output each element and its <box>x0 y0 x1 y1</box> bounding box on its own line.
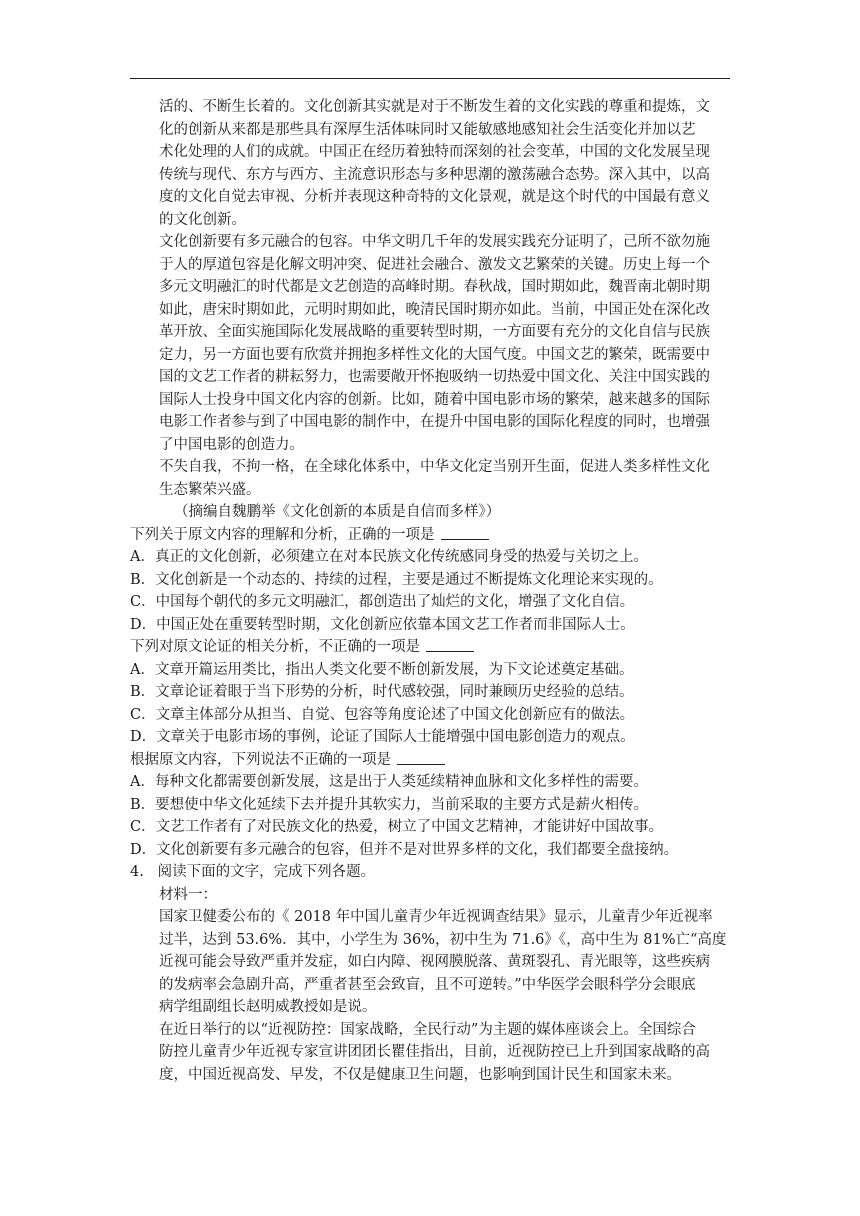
passage-line: 国际人士投身中国文化内容的创新。比如，随着中国电影市场的繁荣，越来越多的国际 <box>159 391 710 408</box>
header-rule <box>130 78 730 79</box>
option-b: B．文章论证着眼于当下形势的分析，时代感较强，同时兼顾历史经验的总结。 <box>130 684 634 700</box>
option-c: C．文章主体部分从担当、自觉、包容等角度论述了中国文化创新应有的做法。 <box>130 706 635 723</box>
material-line: 病学组副组长赵明威教授如是说。 <box>159 999 377 1015</box>
option-a: A．真正的文化创新，必须建立在对本民族文化传统感同身受的热爱与关切之上。 <box>130 549 648 565</box>
question-stem <box>130 636 474 659</box>
section-heading <box>130 861 375 884</box>
passage-line: 术化处理的人们的成就。中国正在经历着独特而深刻的社会变革，中国的文化发展呈现 <box>159 144 710 160</box>
passage-line: 活的、不断生长着的。文化创新其实就是对于不断发生着的文化实践的尊重和提炼，文 <box>159 99 710 115</box>
citation: （摘编自魏鹏举《文化创新的本质是自信而多样》） <box>174 504 501 520</box>
material-line: 在近日举行的以“近视防控：国家战略，全民行动”为主题的媒体座谈会上。全国综合 <box>159 1021 696 1038</box>
option-b: B．要想使中华文化延续下去并提升其软实力，当前采取的主要方式是薪火相传。 <box>130 796 649 813</box>
material-line: 国家卫健委公布的《 2018 年中国儿童青少年近视调查结果》显示，儿童青少年近视率 <box>159 909 713 925</box>
question-stem-text: 下列关于原文内容的理解和分析，正确的一项是 <box>130 526 435 543</box>
material-line: 度，中国近视高发、早发，不仅是健康卫生问题，也影响到国计民生和国家未来。 <box>159 1066 681 1083</box>
material-line: 近视可能会导致严重并发症，如白内障、视网膜脱落、黄斑裂孔、青光眼等，这些疾病 <box>159 954 710 970</box>
passage-line: 度的文化自觉去审视、分析并表现这种奇特的文化景观，就是这个时代的中国最有意义 <box>159 189 710 205</box>
passage-line: 了中国电影的创造力。 <box>159 436 304 453</box>
answer-blank[interactable] <box>397 749 445 765</box>
passage-line: 生态繁荣兴盛。 <box>159 481 261 498</box>
option-d: D．文章关于电影市场的事例，论证了国际人士能增强中国电影创造力的观点。 <box>130 729 635 745</box>
question-stem-text: 下列对原文论证的相关分析，不正确的一项是 <box>130 639 420 655</box>
question-stem <box>130 749 445 772</box>
section-heading-text: 阅读下面的文字，完成下列各题。 <box>157 864 376 880</box>
option-a: A．文章开篇运用类比，指出人类文化要不断创新发展，为下文论述奠定基础。 <box>130 661 634 678</box>
passage-line: 于人的厚道包容是化解文明冲突、促进社会融合、激发文艺繁荣的关键。历史上每一个 <box>159 256 710 273</box>
passage-line: 传统与现代、东方与西方、主流意识形态与多种思潮的激荡融合态势。深入其中，以高 <box>159 166 710 183</box>
passage-line: 电影工作者参与到了中国电影的制作中，在提升中国电影的国际化程度的同时，也增强 <box>159 414 710 430</box>
answer-blank[interactable] <box>441 524 489 540</box>
passage-line: 的文化创新。 <box>159 211 246 228</box>
option-d: D．中国正处在重要转型时期，文化创新应依靠本国文艺工作者而非国际人士。 <box>130 616 635 633</box>
passage-line: 如此，唐宋时期如此，元明时期如此，晚清民国时期亦如此。当前，中国正处在深化改 <box>159 301 710 318</box>
passage-line: 多元文明融汇的时代都是文艺创造的高峰时期。春秋战，国时期如此，魏晋南北朝时期 <box>159 279 710 295</box>
material-line: 的发病率会急剧升高，严重者甚至会致盲，且不可逆转。”中华医学会眼科学分会眼底 <box>159 976 696 993</box>
passage-line: 定力，另一方面也要有欣赏并拥抱多样性文化的大国气度。中国文艺的繁荣，既需要中 <box>159 346 710 363</box>
passage-line: 文化创新要有多元融合的包容。中华文明几千年的发展实践充分证明了，己所不欲勿施 <box>159 234 710 250</box>
answer-blank[interactable] <box>426 636 474 652</box>
material-label: 材料一： <box>159 886 217 903</box>
section-number: 4. <box>130 864 144 880</box>
option-b: B．文化创新是一个动态的、持续的过程，主要是通过不断提炼文化理论来实现的。 <box>130 571 663 588</box>
option-c: C．中国每个朝代的多元文明融汇，都创造出了灿烂的文化，增强了文化自信。 <box>130 594 635 610</box>
passage-line: 不失自我，不拘一格，在全球化体系中，中华文化定当别开生面，促进人类多样性文化 <box>159 459 710 475</box>
question-stem-text: 根据原文内容，下列说法不正确的一项是 <box>130 751 391 768</box>
material-line: 过半，达到 53.6%．其中，小学生为 36%，初中生为 71.6》《，高中生为 81%亡“高度 <box>159 931 727 948</box>
option-a: A．每种文化都需要创新发展，这是出于人类延续精神血脉和文化多样性的需要。 <box>130 774 648 790</box>
material-line: 防控儿童青少年近视专家宣讲团团长瞿佳指出，目前，近视防控已上升到国家战略的高 <box>159 1044 710 1060</box>
passage-line: 革开放、全面实施国际化发展战略的重要转型时期，一方面要有充分的文化自信与民族 <box>159 324 710 340</box>
passage-line: 化的创新从来都是那些具有深厚生活体味同时又能敏感地感知社会生活变化并加以艺 <box>159 121 696 138</box>
question-stem <box>130 524 489 547</box>
option-c: C．文艺工作者有了对民族文化的热爱，树立了中国文艺精神，才能讲好中国故事。 <box>130 819 664 835</box>
passage-line: 国的文艺工作者的耕耘努力，也需要敞开怀抱吸纳一切热爱中国文化、关注中国实践的 <box>159 369 710 385</box>
option-d: D．文化创新要有多元融合的包容，但并不是对世界多样的文化，我们都要全盘接纳。 <box>130 841 679 858</box>
